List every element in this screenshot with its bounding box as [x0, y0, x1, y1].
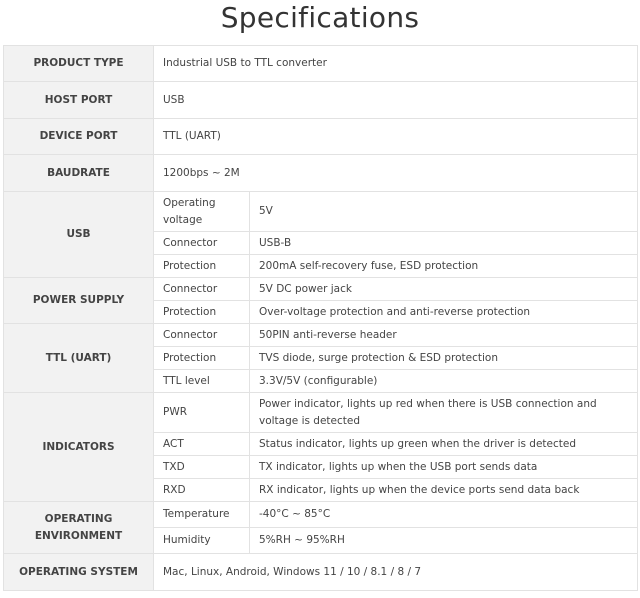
ttl-connector-value: 50PIN anti-reverse header	[250, 324, 638, 347]
row-header-product-type: PRODUCT TYPE	[4, 46, 154, 82]
ttl-level-value: 3.3V/5V (configurable)	[250, 370, 638, 393]
table-row	[4, 324, 638, 347]
device-port-value: TTL (UART)	[154, 119, 638, 155]
row-header-indicators: INDICATORS	[4, 393, 154, 502]
humidity-value: 5%RH ~ 95%RH	[250, 528, 638, 554]
indicator-txd-label: TXD	[154, 456, 250, 479]
power-protection-label: Protection	[154, 301, 250, 324]
indicator-txd-value: TX indicator, lights up when the USB port sends data	[250, 456, 638, 479]
indicator-act-label: ACT	[154, 433, 250, 456]
table-row	[4, 554, 638, 591]
table-row	[4, 278, 638, 301]
row-header-operating-system: OPERATING SYSTEM	[4, 554, 154, 591]
power-protection-value: Over-voltage protection and anti-reverse protection	[250, 301, 638, 324]
indicator-rxd-label: RXD	[154, 479, 250, 502]
usb-protection-label: Protection	[154, 255, 250, 278]
table-row	[4, 46, 638, 82]
row-header-operating-environment: OPERATING ENVIRONMENT	[4, 502, 154, 554]
row-header-power-supply: POWER SUPPLY	[4, 278, 154, 324]
usb-connector-label: Connector	[154, 232, 250, 255]
ttl-protection-value: TVS diode, surge protection & ESD protection	[250, 347, 638, 370]
ttl-connector-label: Connector	[154, 324, 250, 347]
row-header-baudrate: BAUDRATE	[4, 155, 154, 192]
product-type-value: Industrial USB to TTL converter	[154, 46, 638, 82]
usb-operating-voltage-label: Operating voltage	[154, 192, 250, 232]
host-port-value: USB	[154, 82, 638, 119]
usb-operating-voltage-value: 5V	[250, 192, 638, 232]
specifications-table	[3, 45, 638, 591]
page-title: Specifications	[220, 1, 420, 34]
power-connector-label: Connector	[154, 278, 250, 301]
table-row	[4, 192, 638, 232]
ttl-level-label: TTL level	[154, 370, 250, 393]
table-row	[4, 119, 638, 155]
temperature-value: -40°C ~ 85°C	[250, 502, 638, 528]
indicator-pwr-label: PWR	[154, 393, 250, 433]
power-connector-value: 5V DC power jack	[250, 278, 638, 301]
table-row	[4, 82, 638, 119]
usb-protection-value: 200mA self-recovery fuse, ESD protection	[250, 255, 638, 278]
indicator-pwr-value: Power indicator, lights up red when there is USB connection and voltage is detected	[250, 393, 638, 433]
table-row	[4, 155, 638, 192]
indicator-act-value: Status indicator, lights up green when the driver is detected	[250, 433, 638, 456]
indicator-rxd-value: RX indicator, lights up when the device ports send data back	[250, 479, 638, 502]
row-header-host-port: HOST PORT	[4, 82, 154, 119]
humidity-label: Humidity	[154, 528, 250, 554]
table-row	[4, 502, 638, 528]
row-header-ttl: TTL (UART)	[4, 324, 154, 393]
usb-connector-value: USB-B	[250, 232, 638, 255]
row-header-usb: USB	[4, 192, 154, 278]
temperature-label: Temperature	[154, 502, 250, 528]
baudrate-value: 1200bps ~ 2M	[154, 155, 638, 192]
ttl-protection-label: Protection	[154, 347, 250, 370]
row-header-device-port: DEVICE PORT	[4, 119, 154, 155]
table-row	[4, 393, 638, 433]
operating-system-value: Mac, Linux, Android, Windows 11 / 10 / 8.1 / 8 / 7	[154, 554, 638, 591]
